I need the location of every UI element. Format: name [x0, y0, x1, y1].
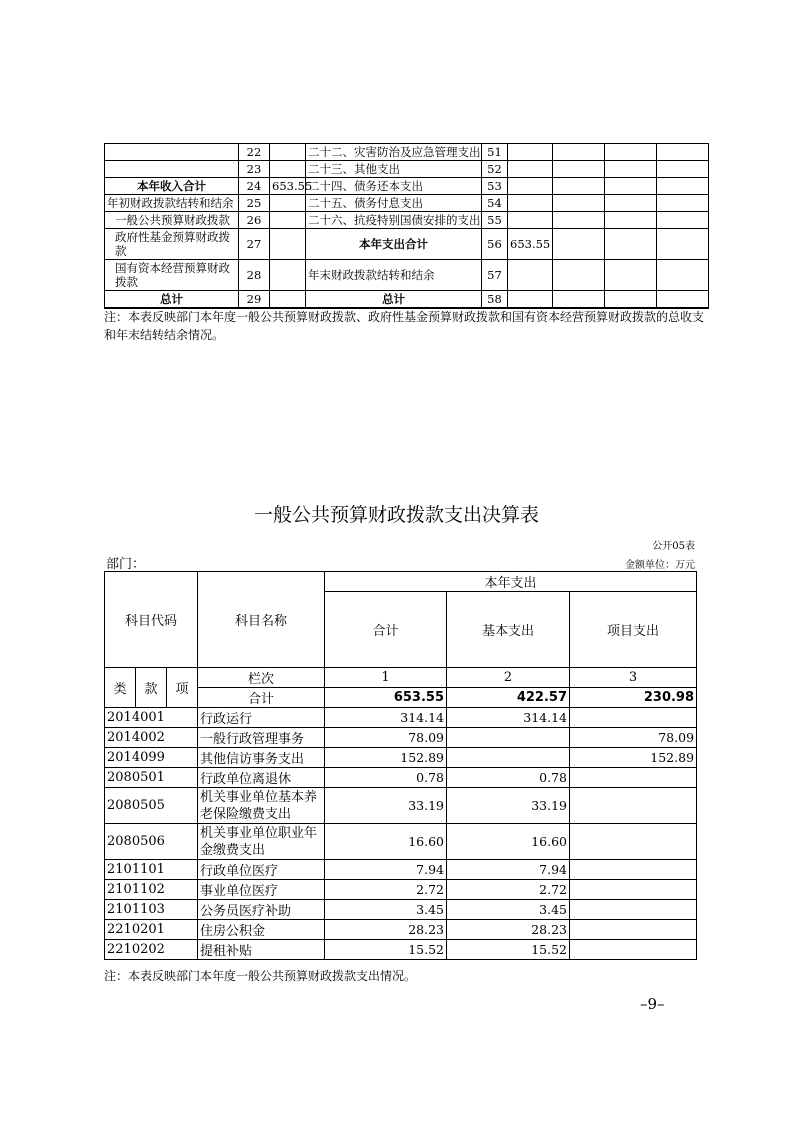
table-row: 2080501 行政单位离退休 0.78 0.78	[105, 768, 697, 788]
table-row: 政府性基金预算财政拨款 27 本年支出合计 56 653.55	[105, 229, 709, 260]
header-project: 项目支出	[570, 592, 697, 668]
table-row: 2014001 行政运行 314.14 314.14	[105, 708, 697, 728]
table-row: 2014002 一般行政管理事务 78.09 78.09	[105, 728, 697, 748]
total-row: 合计 653.55 422.57 230.98	[105, 688, 697, 708]
header-row	[105, 572, 697, 592]
table-row: 2210201 住房公积金 28.23 28.23	[105, 920, 697, 940]
top-table-note: 注：本表反映部门本年度一般公共预算财政拨款、政府性基金预算财政拨款和国有资本经营预算财政拨款的总收支和年末结转结余情况。	[104, 310, 705, 342]
department-label: 部门：	[106, 557, 146, 572]
unit-label: 金额单位：万元	[625, 560, 695, 571]
table-row: 2014099 其他信访事务支出 152.89 152.89	[105, 748, 697, 768]
header-kuan: 款	[136, 668, 167, 708]
table-row: 一般公共预算财政拨款 26 二十六、抗疫特别国债安排的支出 55	[105, 212, 709, 229]
table-row: 2101101 行政单位医疗 7.94 7.94	[105, 860, 697, 880]
header-basic: 基本支出	[447, 592, 570, 668]
table-row: 年初财政拨款结转和结余 25 二十五、债务付息支出 54	[105, 195, 709, 212]
page-number: –9–	[640, 995, 665, 1013]
form-number: 公开05表	[652, 541, 695, 552]
table-row: 22 二十二、灾害防治及应急管理支出 51	[105, 144, 709, 161]
table-row: 2101102 事业单位医疗 2.72 2.72	[105, 880, 697, 900]
table-row: 2210202 提租补贴 15.52 15.52	[105, 940, 697, 960]
header-code: 科目代码	[105, 572, 198, 668]
page-title: 一般公共预算财政拨款支出决算表	[253, 504, 539, 526]
table-row: 本年收入合计 24 653.55 二十四、债务还本支出 53	[105, 178, 709, 195]
header-group: 本年支出	[325, 572, 697, 592]
header-lanci: 栏次	[198, 668, 325, 688]
general-budget-expenditure-table	[104, 571, 697, 960]
table-row: 2101103 公务员医疗补助 3.45 3.45	[105, 900, 697, 920]
header-xiang: 项	[167, 668, 198, 708]
header-name: 科目名称	[198, 572, 325, 668]
bottom-table-note: 注：本表反映部门本年度一般公共预算财政拨款支出情况。	[104, 969, 417, 983]
table-row: 总计 29 总计 58	[105, 291, 709, 309]
header-total: 合计	[325, 592, 447, 668]
table-row: 2080506 机关事业单位职业年金缴费支出 16.60 16.60	[105, 824, 697, 860]
table-row: 23 二十三、其他支出 52	[105, 161, 709, 178]
table-row: 国有资本经营预算财政拨款 28 年末财政拨款结转和结余 57	[105, 260, 709, 291]
header-lei: 类	[105, 668, 136, 708]
income-expense-summary-table	[104, 143, 709, 309]
header-row: 类 款 项 栏次 1 2 3	[105, 668, 697, 688]
table-row: 2080505 机关事业单位基本养老保险缴费支出 33.19 33.19	[105, 788, 697, 824]
